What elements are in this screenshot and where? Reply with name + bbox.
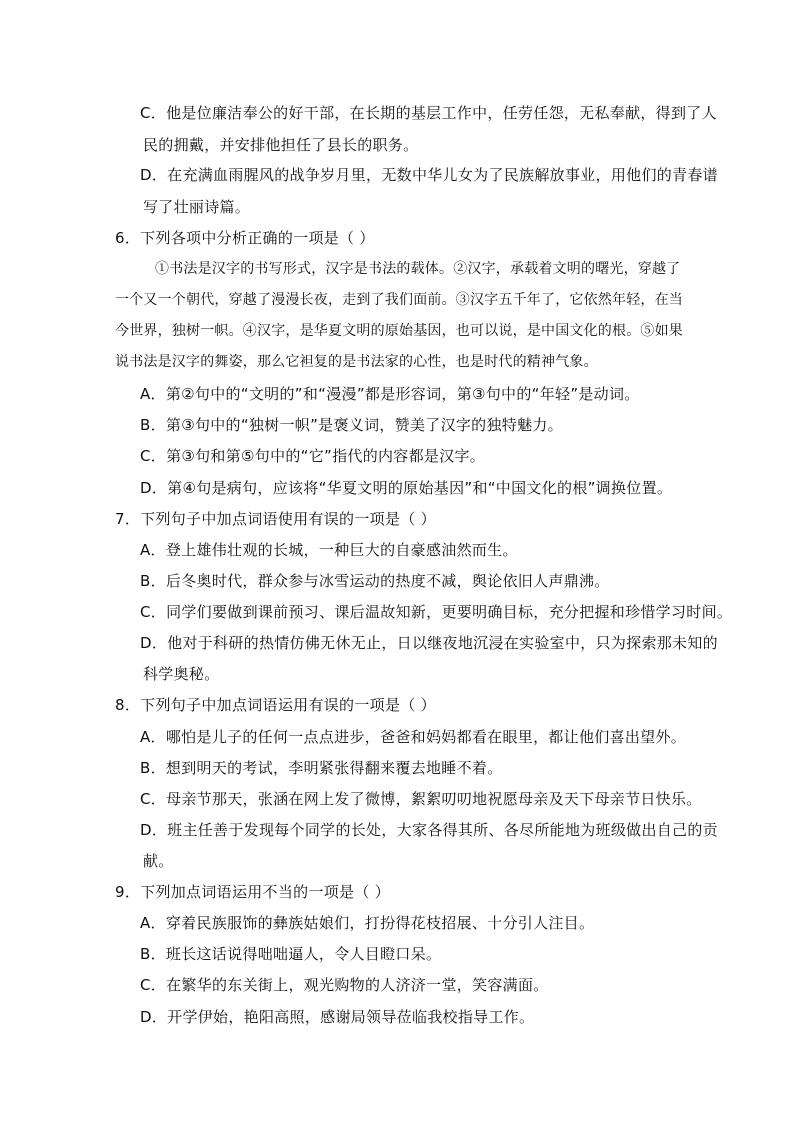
q5-option-d-line2: 写了壮丽诗篇。 (143, 198, 251, 216)
q7-option-d-line2: 科学奥秘。 (143, 665, 220, 683)
q8-option-a: A．哪怕是儿子的任何一点点进步，爸爸和妈妈都看在眼里，都让他们喜出望外。 (140, 728, 687, 746)
q6-option-d: D．第④句是病句，应该将“华夏文明的原始基因”和“中国文化的根”调换位置。 (140, 479, 673, 497)
q6-option-a: A．第②句中的“文明的”和“漫漫”都是形容词，第③句中的“年轻”是动词。 (140, 385, 640, 403)
q7-option-c: C．同学们要做到课前预习、课后温故知新，更要明确目标，充分把握和珍惜学习时间。 (140, 603, 733, 621)
q8-option-d-line2: 献。 (143, 852, 174, 870)
q8-option-d-line1: D．班主任善于发现每个同学的长处，大家各得其所、各尽所能地为班级做出自己的贡 (140, 821, 718, 839)
q9-option-c: C．在繁华的东关街上，观光购物的人济济一堂，笑容满面。 (140, 976, 549, 994)
q6-title: 6．下列各项中分析正确的一项是（ ） (115, 229, 375, 247)
q9-title: 9．下列加点词语运用不当的一项是（ ） (115, 883, 391, 901)
q7-title: 7．下列句子中加点词语使用有误的一项是（ ） (115, 510, 436, 528)
q5-option-d-line1: D．在充满血雨腥风的战争岁月里，无数中华儿女为了民族解放事业，用他们的青春谱 (140, 166, 718, 184)
q6-passage-line4: 说书法是汉字的舞姿，那么它袒复的是书法家的心性，也是时代的精神气象。 (115, 354, 598, 370)
q6-option-b: B．第③句中的“独树一帜”是褒义词，赞美了汉字的独特魅力。 (140, 416, 563, 434)
q9-option-a: A．穿着民族服饰的彝族姑娘们，打扮得花枝招展、十分引人注目。 (140, 914, 595, 932)
q5-option-c-line1: C．他是位廉洁奉公的好干部，在长期的基层工作中，任劳任怨，无私奉献，得到了人 (140, 104, 717, 122)
q6-passage-line2: 一个又一个朝代，穿越了漫漫长夜，走到了我们面前。③汉字五千年了，它依然年轻，在当 (115, 292, 683, 308)
q8-option-b: B．想到明天的考试，李明紧张得翻来覆去地睡不着。 (140, 759, 503, 777)
q6-passage-line1: ①书法是汉字的书写形式，汉字是书法的载体。②汉字，承载着文明的曙光，穿越了 (155, 261, 681, 277)
q6-option-c: C．第③句和第⑤句中的“它”指代的内容都是汉字。 (140, 447, 486, 465)
q8-option-c: C．母亲节那天，张涵在网上发了微博，絮絮叨叨地祝愿母亲及天下母亲节日快乐。 (140, 790, 702, 808)
q5-option-c-line2: 民的拥戴，并安排他担任了县长的职务。 (143, 136, 419, 154)
q9-option-d: D．开学伊始，艳阳高照，感谢局领导莅临我校指导工作。 (140, 1008, 535, 1026)
q7-option-d-line1: D．他对于科研的热情仿佛无休无止，日以继夜地沉浸在实验室中，只为探索那未知的 (140, 634, 718, 652)
q8-title: 8．下列句子中加点词语运用有误的一项是（ ） (115, 696, 436, 714)
q9-option-b: B．班长这话说得咄咄逼人，令人目瞪口呆。 (140, 945, 442, 963)
q7-option-b: B．后冬奥时代，群众参与冰雪运动的热度不减，舆论依旧人声鼎沸。 (140, 572, 610, 590)
q7-option-a: A．登上雄伟壮观的长城，一种巨大的自豪感油然而生。 (140, 541, 518, 559)
q6-passage-line3: 今世界，独树一帜。④汉字，是华夏文明的原始基因，也可以说，是中国文化的根。⑤如果 (115, 323, 683, 339)
